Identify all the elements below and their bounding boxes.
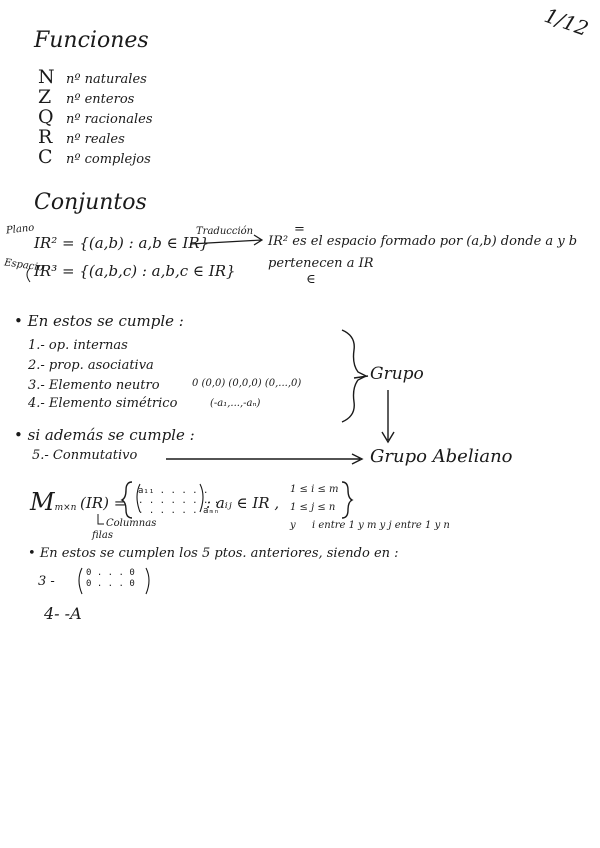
espacio-hook-icon bbox=[27, 268, 30, 282]
note-y: y bbox=[290, 520, 296, 531]
r2-definition: IR² = {(a,b) : a,b ∈ IR} bbox=[34, 234, 210, 252]
grupo-item-4: 4.- Elemento simétrico bbox=[28, 396, 178, 411]
grupo-item-2: 2.- prop. asociativa bbox=[28, 358, 154, 373]
zero-matrix-row-top: 0 . . . 0 bbox=[86, 568, 135, 578]
note-range: i entre 1 y m y j entre 1 y n bbox=[312, 520, 450, 531]
translation-arrow-icon bbox=[190, 235, 262, 245]
grupo-item-1: 1.- op. internas bbox=[28, 338, 128, 353]
zero-matrix-row-bot: 0 . . . 0 bbox=[86, 579, 135, 589]
set-symbol: R bbox=[38, 126, 53, 148]
matrix-row-top: a₁₁ . . . . . bbox=[138, 486, 209, 496]
set-label: nº naturales bbox=[66, 72, 147, 87]
matrix-right-brace-icon bbox=[342, 482, 352, 518]
matrix-lhs: M bbox=[30, 488, 55, 516]
grupo-abeliano-label: Grupo Abeliano bbox=[370, 446, 513, 467]
bullet-icon: • bbox=[14, 426, 28, 444]
bullet-icon: • bbox=[28, 546, 40, 561]
plano-label: Plano bbox=[5, 222, 35, 237]
r3-definition: IR³ = {(a,b,c) : a,b,c ∈ IR} bbox=[34, 262, 236, 280]
zero-matrix-right-paren-icon bbox=[146, 568, 149, 594]
matrix-left-paren-icon bbox=[137, 484, 140, 512]
explanation-in-mark: ∈ bbox=[306, 272, 316, 287]
range-i: 1 ≤ i ≤ m bbox=[290, 484, 339, 495]
grupo-arrow-icon bbox=[354, 376, 368, 378]
explanation-line2: pertenecen a IR bbox=[268, 256, 374, 271]
abeliano-item: 5.- Conmutativo bbox=[32, 448, 138, 463]
set-symbol: C bbox=[38, 146, 53, 168]
grupo-label: Grupo bbox=[370, 364, 424, 384]
matrix-right-paren-icon bbox=[200, 484, 203, 512]
columnas-arrow-icon bbox=[98, 514, 104, 524]
cumplen-item-4: 4- -A bbox=[44, 604, 82, 623]
cumplen-intro-text: En estos se cumplen los 5 ptos. anteriores, siendo en : bbox=[39, 546, 399, 561]
note-columnas: Columnas bbox=[106, 518, 157, 529]
section-title-funciones: Funciones bbox=[34, 28, 149, 53]
set-symbol: N bbox=[38, 66, 55, 88]
explanation-line1: IR² es el espacio formado por (a,b) donde a y b bbox=[268, 234, 578, 249]
matrix-row-mid: . . . . . . . . bbox=[138, 496, 220, 506]
simetrico-example: (-a₁,...,-aₙ) bbox=[210, 398, 261, 409]
arrow-label: Traducción bbox=[196, 226, 254, 237]
matrix-left-brace-icon bbox=[122, 482, 132, 518]
neutro-examples: 0 (0,0) (0,0,0) (0,...,0) bbox=[192, 378, 302, 389]
matrix-row-bot: . . . . . . aₘₙ bbox=[138, 506, 220, 516]
zero-matrix-left-paren-icon bbox=[79, 568, 82, 594]
matrix-lhs-arg: (IR) = bbox=[80, 494, 127, 512]
matrix-lhs-sub: m×n bbox=[54, 503, 77, 513]
explanation-eq-mark: = bbox=[294, 222, 305, 237]
grupo-item-3: 3.- Elemento neutro bbox=[28, 378, 160, 393]
set-label: nº reales bbox=[66, 132, 125, 147]
matrix-condition: : aᵢⱼ ∈ IR , bbox=[206, 494, 280, 512]
down-arrow-icon bbox=[382, 390, 394, 442]
conmutativo-arrow-icon bbox=[166, 454, 362, 464]
abeliano-intro-text: si además se cumple : bbox=[27, 426, 195, 444]
page-number: 1/12 bbox=[541, 3, 592, 41]
grupo-brace-icon bbox=[342, 330, 366, 422]
range-j: 1 ≤ j ≤ n bbox=[290, 502, 336, 513]
set-label: nº racionales bbox=[66, 112, 153, 127]
set-label: nº enteros bbox=[66, 92, 135, 107]
cumplen-item-3: 3 - bbox=[38, 574, 55, 589]
section-title-conjuntos: Conjuntos bbox=[34, 190, 147, 215]
grupo-intro-text: En estos se cumple : bbox=[27, 312, 184, 330]
set-symbol: Q bbox=[38, 106, 54, 128]
set-label: nº complejos bbox=[66, 152, 151, 167]
espacio-label: Espacio bbox=[3, 257, 45, 274]
bullet-icon: • bbox=[14, 312, 28, 330]
set-symbol: Z bbox=[38, 86, 52, 108]
note-filas: filas bbox=[92, 530, 113, 541]
